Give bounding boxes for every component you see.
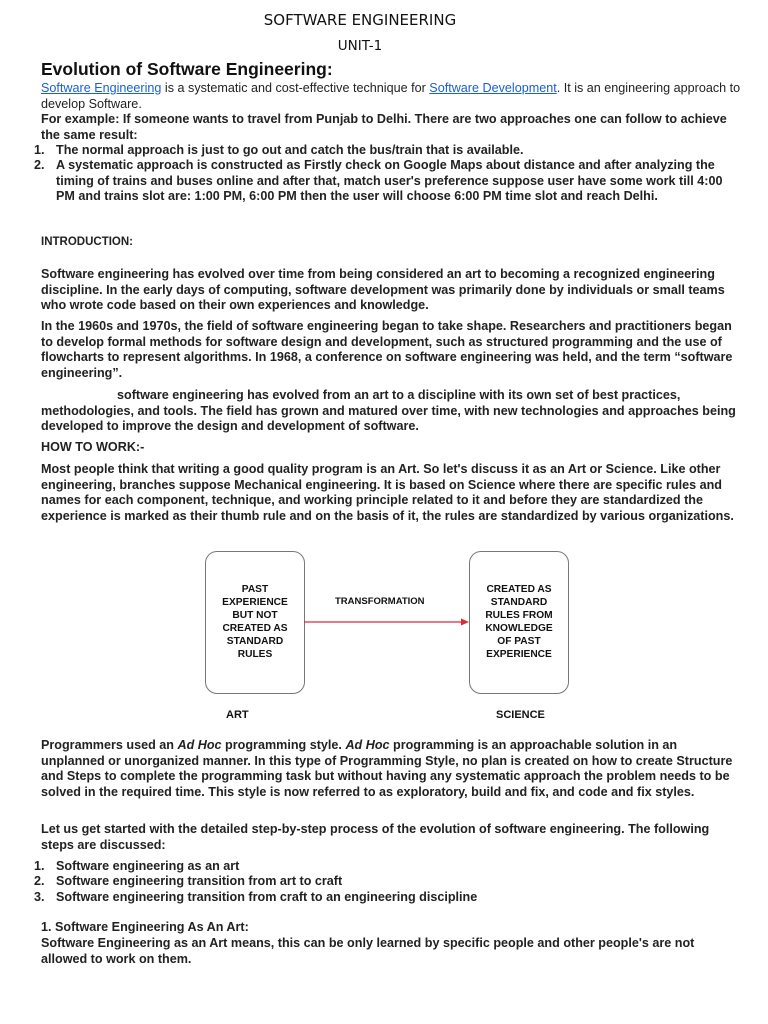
list-item bbox=[34, 158, 740, 205]
adhoc-emphasis: Ad Hoc bbox=[177, 738, 222, 752]
art-section-text: Software Engineering as an Art means, this can be only learned by specific people and other people's are not allowed to work on them. bbox=[41, 936, 695, 966]
art-caption: ART bbox=[226, 709, 249, 721]
intro-text-2: . It is an engineering approach to develop Software. bbox=[41, 81, 741, 111]
introduction-paragraph-3: software engineering has evolved from an art to a discipline with its own set of best practices, methodologies, and tools. The field has grown and matured over time, with new technologies and approaches being developed to improve the design and development of software. bbox=[41, 388, 736, 433]
art-box-text: PAST EXPERIENCE BUT NOT CREATED AS STANDARD RULES bbox=[222, 584, 288, 660]
list-item: 1. Software engineering as an art bbox=[34, 859, 240, 873]
art-section-title: 1. Software Engineering As An Art: bbox=[41, 920, 249, 934]
unit-label: UNIT-1 bbox=[337, 38, 383, 54]
science-box-text: CREATED AS STANDARD RULES FROM KNOWLEDGE OF PAST EXPERIENCE bbox=[485, 584, 553, 660]
science-caption: SCIENCE bbox=[496, 709, 545, 721]
software-development-link[interactable]: Software Development bbox=[429, 81, 557, 95]
software-engineering-link[interactable]: Software Engineering bbox=[41, 81, 162, 95]
introduction-label: INTRODUCTION: bbox=[41, 236, 133, 248]
adhoc-emphasis: Ad Hoc bbox=[345, 738, 390, 752]
list-item bbox=[34, 143, 740, 159]
document-title: SOFTWARE ENGINEERING bbox=[263, 11, 457, 29]
list-number: 2. bbox=[34, 158, 45, 172]
example-paragraph: For example: If someone wants to travel from Punjab to Delhi. There are two approaches one can follow to achieve the same result: bbox=[41, 112, 727, 142]
list-item: 3. Software engineering transition from craft to an engineering discipline bbox=[34, 890, 478, 904]
introduction-paragraph-2: In the 1960s and 1970s, the field of software engineering began to take shape. Researchers and practitioners began to develop formal methods for software design and development, such as structured programming and the use of flowcharts to represent algorithms. In 1968, a conference on software engineering was held, and the term “software engineering”. bbox=[41, 319, 733, 380]
transformation-label: TRANSFORMATION bbox=[335, 596, 425, 607]
list-text: The normal approach is just to go out and catch the bus/train that is available. bbox=[56, 143, 524, 157]
intro-text-1: is a systematic and cost-effective technique for bbox=[161, 81, 430, 95]
list-item: 2. Software engineering transition from art to craft bbox=[34, 874, 343, 888]
how-to-work-label: HOW TO WORK:- bbox=[41, 440, 145, 454]
list-number: 1. bbox=[34, 143, 45, 157]
adhoc-paragraph: Programmers used an Ad Hoc programming style. Ad Hoc programming is an approachable solution in an unplanned or unorganized manner. In this type of Programming Style, no plan is created on how to create Structure and Steps to complete the programming task but without having any systematic approach the problem needs to be solved in the required time. This style is now referred to as exploratory, build and fix, and code and fix styles. bbox=[41, 738, 733, 799]
list-text: A systematic approach is constructed as Firstly check on Google Maps about distance and after analyzing the timing of trains and buses online and after that, match user's preference suppose user have some work till 4:00 PM and trains slot are: 1:00 PM, 6:00 PM then the user will choose 6:00 PM time slot and reach Delhi. bbox=[56, 158, 723, 203]
steps-intro: Let us get started with the detailed step-by-step process of the evolution of software engineering. The following steps are discussed: bbox=[41, 822, 710, 852]
how-to-work-paragraph: Most people think that writing a good quality program is an Art. So let's discuss it as an Art or Science. Like other engineering, branches suppose Mechanical engineering. It is based on Science where there are specific rules and names for each component, technique, and working principle related to it and before they are standardized the experience is marked as their thumb rule and on the basis of it, the rules are standardized by various organizations. bbox=[41, 462, 734, 523]
intro-paragraph bbox=[41, 81, 741, 112]
introduction-paragraph-1: Software engineering has evolved over time from being considered an art to becoming a recognized engineering discipline. In the early days of computing, software development was primarily done by individuals or small teams who wrote code based on their own experiences and knowledge. bbox=[41, 267, 725, 312]
section-heading: Evolution of Software Engineering: bbox=[41, 59, 333, 79]
